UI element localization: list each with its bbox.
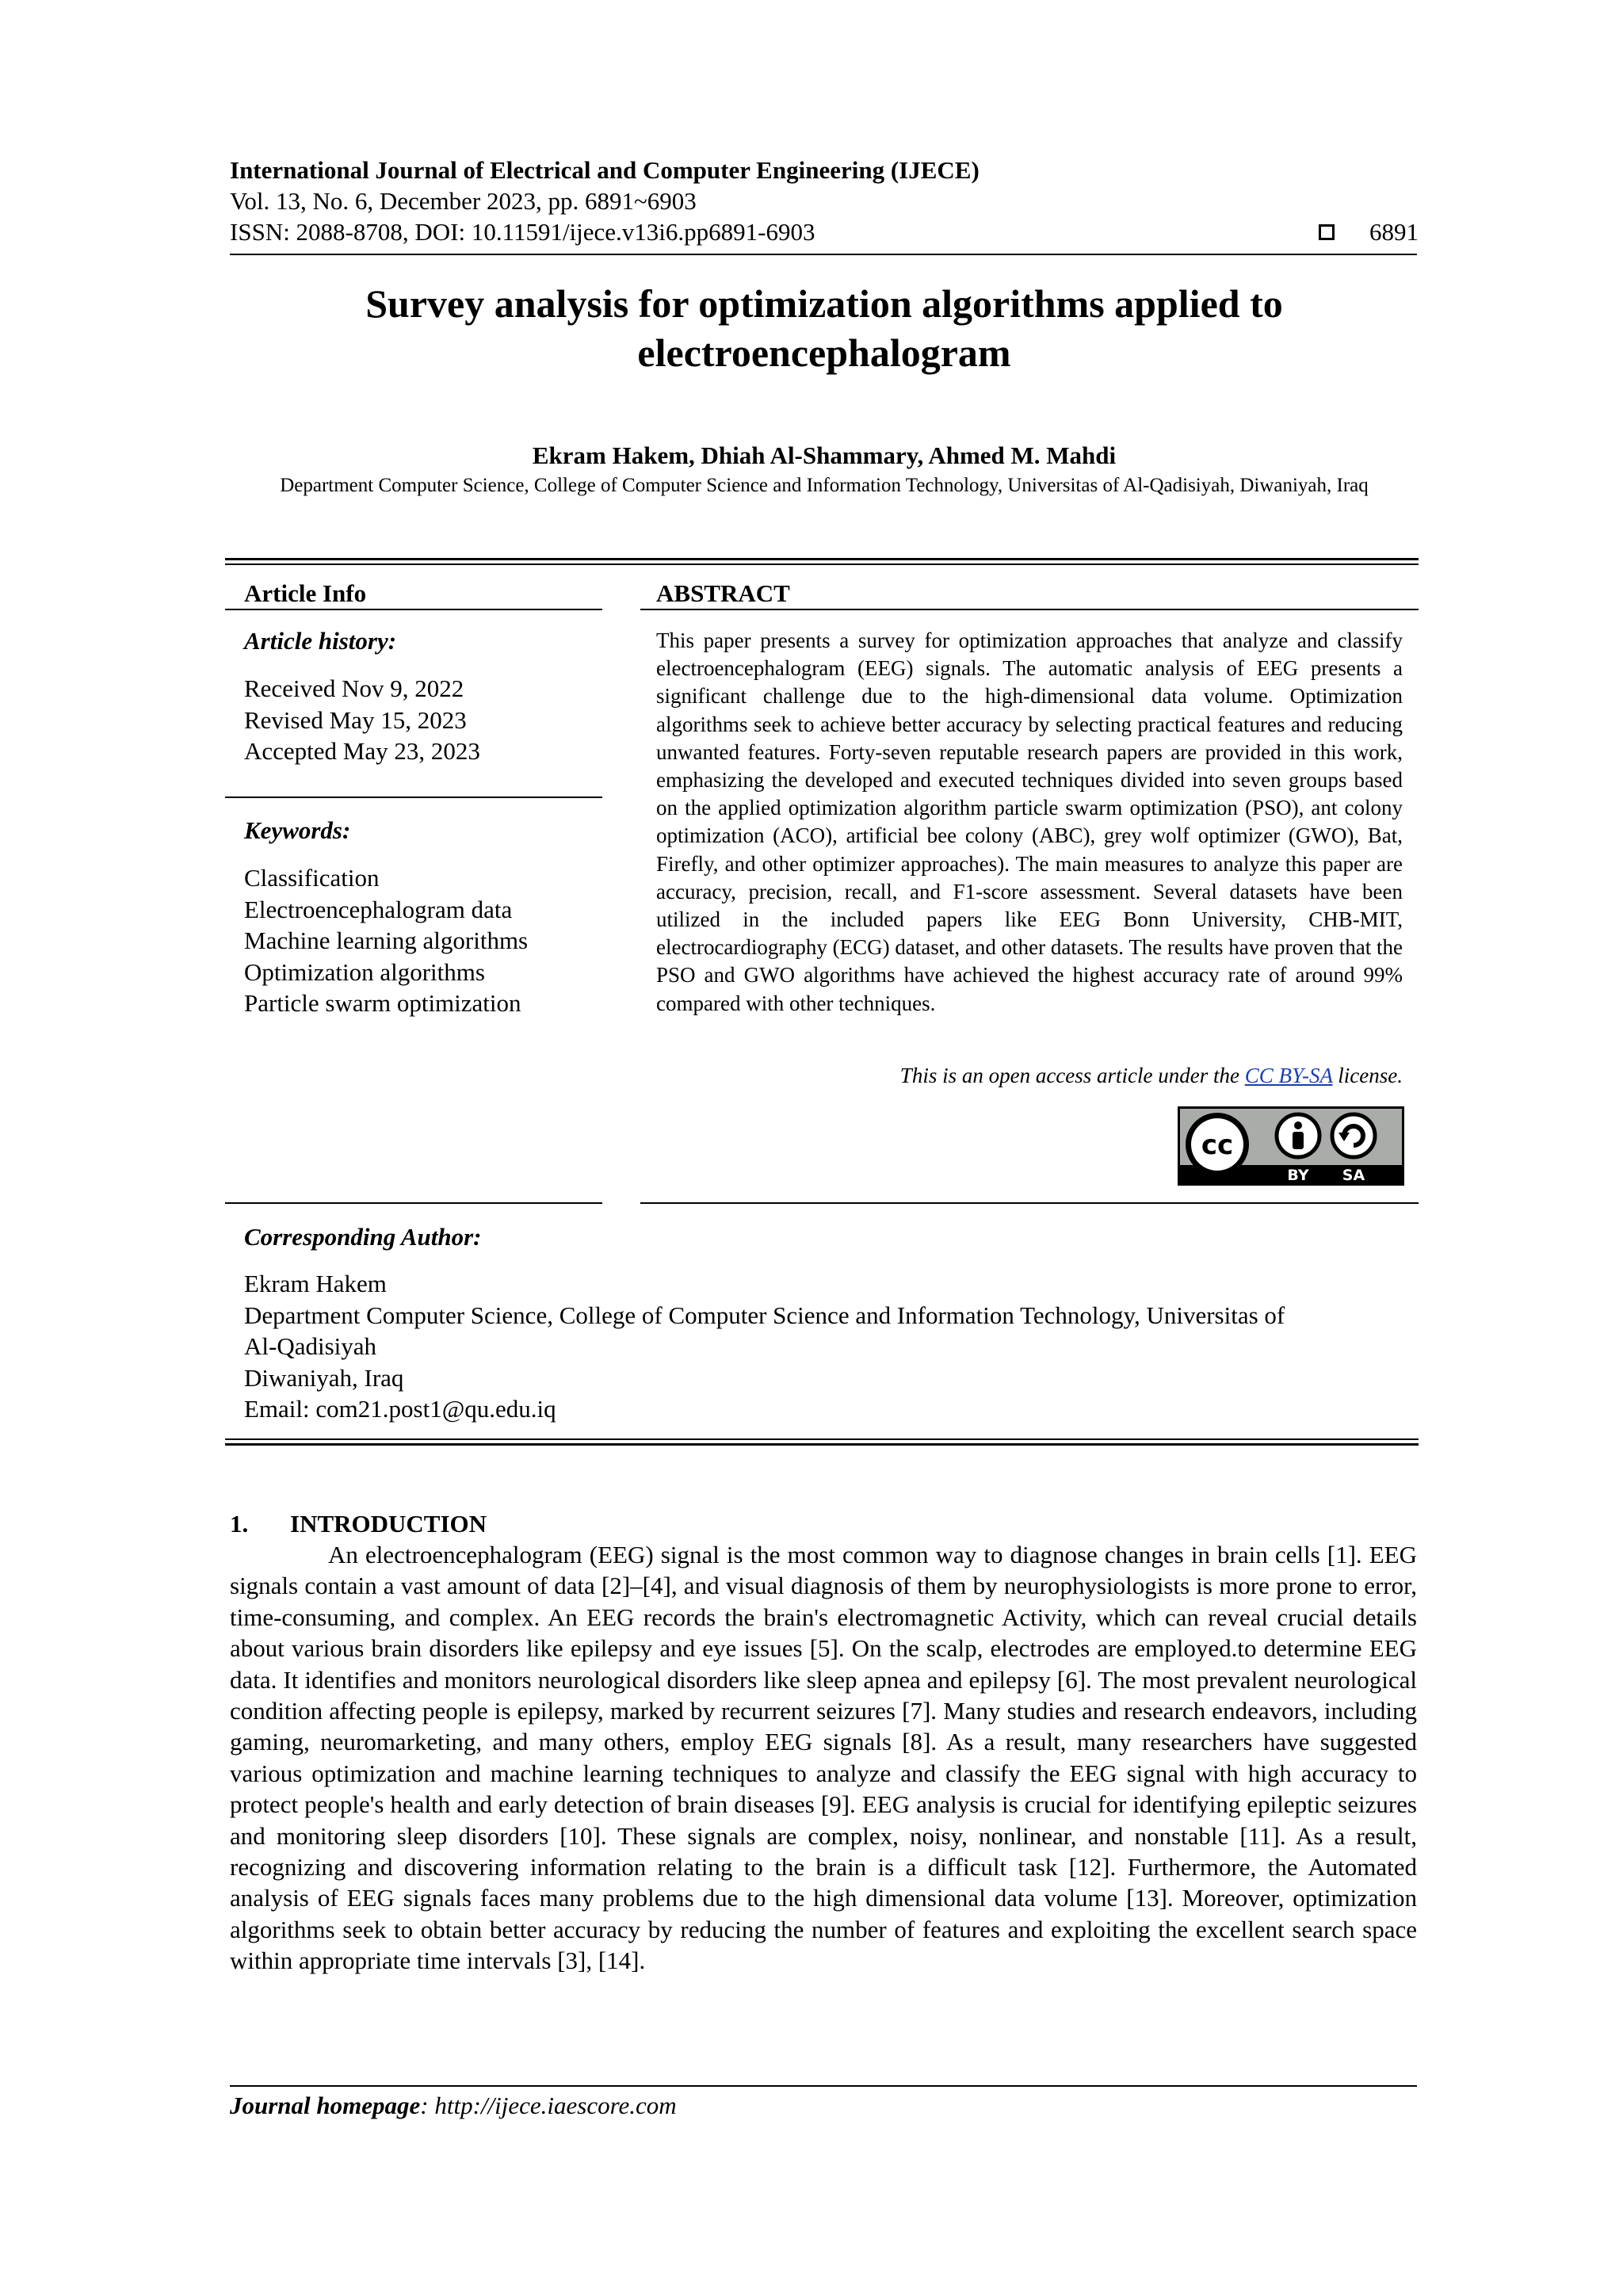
corresponding-name: Ekram Hakem <box>244 1270 387 1297</box>
corresponding-city: Diwaniyah, Iraq <box>244 1363 404 1392</box>
affiliation: Department Computer Science, College of Computer Science and Information Technology, Universitas of Al-Qadisiyah, Diwaniyah, Iraq <box>280 475 1369 496</box>
journal-homepage <box>230 2092 677 2120</box>
keyword-item: Particle swarm optimization <box>244 989 521 1017</box>
issn-doi-line: ISSN: 2088-8708, DOI: 10.11591/ijece.v13i6.pp6891-6903 <box>230 218 815 246</box>
corresponding-email: Email: com21.post1@qu.edu.iq <box>244 1395 556 1423</box>
header-rule <box>230 254 1417 255</box>
keyword-item: Classification <box>244 864 380 892</box>
abstract-body: This paper presents a survey for optimization approaches that analyze and classify electroencephalogram (EEG) signals. The automatic analysis of EEG presents a significant challenge due to the high-dimensional data volume. Optimization algorithms seek to achieve better accuracy by selecting practical features and reducing unwanted features. Forty-seven reputable research papers are provided in this work, emphasizing the developed and executed techniques divided into seven groups based on the applied optimization algorithm particle swarm optimization (PSO), ant colony optimization (ACO), artificial bee colony (ABC), grey wolf optimizer (GWO), Bat, Firefly, and other optimizer approaches). The main measures to analyze this paper are accuracy, precision, recall, and F1-score assessment. Several datasets have been utilized in the included papers like EEG Bonn University, CHB-MIT, electrocardiography (ECG) dataset, and other datasets. The results have proven that the PSO and GWO algorithms have achieved the highest accuracy rate of around 99% compared with other techniques. <box>656 628 1403 1015</box>
section-title: INTRODUCTION <box>290 1510 487 1538</box>
license-suffix: license. <box>1332 1064 1403 1087</box>
introduction-heading <box>230 1510 487 1538</box>
article-info-bottom-rule <box>225 1202 602 1204</box>
by-label: BY <box>1287 1167 1309 1184</box>
page-number-block <box>1319 218 1419 246</box>
cc-icon: cc <box>1201 1129 1234 1161</box>
keywords-list <box>244 862 528 1019</box>
corresponding-author-details <box>244 1268 1409 1425</box>
frontmatter-top-rule <box>225 558 1419 560</box>
introduction-body: An electroencephalogram (EEG) signal is the most common way to diagnose changes in brain cells [1]. EEG signals contain a vast amount of data [2]–[4], and visual diagnosis of them by neurophysiologists is more prone to error, time-consuming, and complex. An EEG records the brain's electromagnetic Activity, which can reveal crucial details about various brain disorders like epilepsy and eye issues [5]. On the scalp, electrodes are employed.to determine EEG data. It identifies and monitors neurological disorders like sleep apnea and epilepsy [6]. The most prevalent neurological condition affecting people is epilepsy, marked by recurrent seizures [7]. Many studies and research endeavors, including gaming, neuromarketing, and many others, employ EEG signals [8]. As a result, many researchers have suggested various optimization and machine learning techniques to analyze and classify the EEG signal with high accuracy to protect people's health and early detection of brain diseases [9]. EEG analysis is crucial for identifying epileptic seizures and monitoring sleep disorders [10]. These signals are complex, noisy, nonlinear, and nonstable [11]. As a result, recognizing and discovering information relating to the brain is a difficult task [12]. Furthermore, the Automated analysis of EEG signals faces many problems due to the high dimensional data volume [13]. Moreover, optimization algorithms seek to obtain better accuracy by reducing the number of features and exploiting the excellent search space within appropriate time intervals [3], [14]. <box>230 1541 1417 1975</box>
paper-title-line-1: Survey analysis for optimization algorithms applied to <box>365 281 1283 326</box>
license-prefix: This is an open access article under the <box>899 1064 1245 1087</box>
frontmatter-top-rule-2 <box>225 563 1419 565</box>
square-box-icon <box>1319 224 1335 240</box>
keyword-item: Machine learning algorithms <box>244 926 529 954</box>
keywords-heading: Keywords: <box>244 816 351 844</box>
volume-line: Vol. 13, No. 6, December 2023, pp. 6891~6903 <box>230 187 697 215</box>
by-icon-body <box>1293 1132 1304 1149</box>
article-info-heading: Article Info <box>244 579 367 607</box>
article-info-rule <box>225 609 602 610</box>
paper-title-line-2: electroencephalogram <box>637 330 1011 375</box>
abstract-bottom-rule <box>640 1202 1419 1204</box>
footer-rule <box>230 2085 1417 2087</box>
section-number: 1. <box>230 1510 249 1538</box>
paper-title <box>230 279 1419 377</box>
keyword-item: Optimization algorithms <box>244 957 485 986</box>
corresponding-author-heading: Corresponding Author: <box>244 1223 482 1251</box>
journal-homepage-label: Journal homepage <box>230 2092 421 2119</box>
page-number: 6891 <box>1369 218 1419 246</box>
license-statement <box>900 1062 1403 1089</box>
article-history <box>244 673 480 767</box>
history-accepted: Accepted May 23, 2023 <box>244 737 480 765</box>
keyword-item: Electroencephalogram data <box>244 895 513 923</box>
sa-icon <box>1332 1114 1375 1157</box>
cc-by-sa-badge[interactable] <box>1178 1106 1404 1186</box>
history-revised: Revised May 15, 2023 <box>244 705 467 734</box>
corresponding-university: Al-Qadisiyah <box>244 1332 377 1360</box>
frontmatter-bottom-rule-2 <box>225 1443 1419 1446</box>
keywords-rule <box>225 797 602 798</box>
by-icon-head <box>1294 1121 1302 1129</box>
history-received: Received Nov 9, 2022 <box>244 674 464 702</box>
sa-label: SA <box>1342 1167 1365 1184</box>
cc-by-sa-link[interactable]: CC BY-SA <box>1244 1064 1333 1087</box>
article-history-heading: Article history: <box>244 627 397 655</box>
frontmatter-bottom-rule <box>225 1438 1419 1440</box>
corresponding-department: Department Computer Science, College of Computer Science and Information Technology, Universitas of <box>244 1301 1285 1329</box>
journal-homepage-url[interactable]: : http://ijece.iaescore.com <box>420 2092 677 2119</box>
abstract-heading: ABSTRACT <box>656 579 790 607</box>
abstract-rule <box>640 609 1419 610</box>
authors: Ekram Hakem, Dhiah Al-Shammary, Ahmed M. Mahdi <box>532 441 1117 469</box>
journal-name: International Journal of Electrical and Computer Engineering (IJECE) <box>230 156 980 184</box>
